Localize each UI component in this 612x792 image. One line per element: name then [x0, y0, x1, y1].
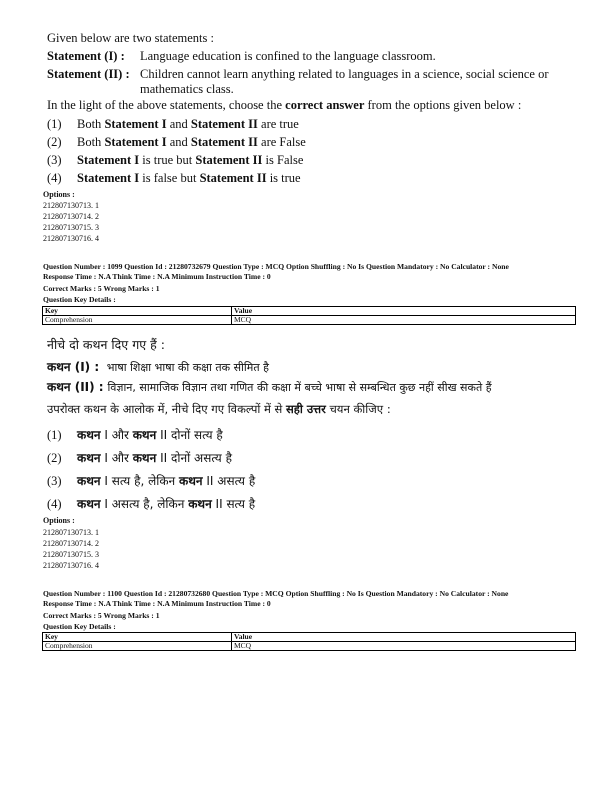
option-number: (3): [47, 474, 62, 488]
option-text: is false but: [139, 171, 200, 185]
q3-meta-line1: Question Number : 1100 Question Id : 21280732680 Question Type : MCQ Option Shuffling : No Is Question Mandatory : No Calculator : None: [43, 589, 509, 598]
option-number: (4): [47, 497, 62, 511]
q2-option-id: 212807130713. 1: [43, 528, 99, 537]
prompt-bold: correct answer: [285, 98, 365, 112]
q2-option-id: 212807130714. 2: [43, 539, 99, 548]
q1-statement-2: [47, 67, 549, 96]
q2-option-3: [47, 472, 255, 489]
statement-1-label: कथन (I) :: [47, 360, 100, 374]
q1-option-1: [47, 117, 299, 132]
statement-2-label: Statement (II) :: [47, 67, 130, 81]
option-text: I सत्य है, लेकिन: [100, 474, 180, 488]
prompt-post: चयन कीजिए :: [325, 402, 391, 416]
table-header-value: Value: [232, 633, 576, 642]
option-text: I और: [100, 451, 133, 465]
option-number: (4): [47, 171, 62, 185]
option-bold: कथन: [179, 474, 203, 488]
option-text: is true but: [139, 153, 196, 167]
option-bold: Statement II: [190, 135, 258, 149]
option-bold: Statement II: [195, 153, 263, 167]
option-text: II सत्य है: [211, 497, 256, 511]
option-text: II दोनों सत्य है: [156, 428, 223, 442]
option-text: are False: [257, 135, 306, 149]
q2-option-id: 212807130716. 4: [43, 561, 99, 570]
q2-key-table: [42, 306, 576, 325]
q2-option-2: [47, 449, 232, 466]
q2-statement-1: [47, 358, 269, 375]
q1-prompt: [47, 98, 587, 113]
option-number: (2): [47, 451, 62, 465]
option-text: II असत्य है: [202, 474, 256, 488]
table-header-value: Value: [232, 307, 576, 316]
option-bold: कथन: [188, 497, 212, 511]
option-bold: Statement II: [199, 171, 267, 185]
statement-1-text: भाषा शिक्षा भाषा की कक्षा तक सीमित है: [106, 361, 269, 374]
q3-key-details: Question Key Details :: [43, 622, 116, 631]
table-cell-key: Comprehension: [43, 642, 232, 651]
q2-prompt: [47, 402, 391, 417]
prompt-pre: उपरोक्त कथन के आलोक में, नीचे दिए गए विकल्पों में से: [47, 402, 286, 416]
option-text: II दोनों असत्य है: [156, 451, 232, 465]
option-text: Both: [77, 135, 105, 149]
q2-intro: नीचे दो कथन दिए गए हैं :: [47, 337, 165, 352]
option-bold: कथन: [77, 497, 101, 511]
q3-meta-line2: Response Time : N.A Think Time : N.A Minimum Instruction Time : 0: [43, 599, 271, 608]
option-bold: Statement I: [104, 117, 167, 131]
table-cell-value: MCQ: [232, 642, 576, 651]
prompt-pre: In the light of the above statements, choose the: [47, 98, 286, 112]
q2-marks: Correct Marks : 5 Wrong Marks : 1: [43, 284, 160, 293]
option-bold: कथन: [77, 474, 101, 488]
option-number: (1): [47, 428, 62, 442]
q1-option-id: 212807130715. 3: [43, 223, 99, 232]
statement-2-label: कथन (II) :: [47, 380, 104, 394]
table-cell-key: Comprehension: [43, 316, 232, 325]
q3-marks: Correct Marks : 5 Wrong Marks : 1: [43, 611, 160, 620]
option-bold: कथन: [132, 451, 157, 465]
table-header-row: [43, 633, 576, 642]
q1-intro: Given below are two statements :: [47, 31, 214, 45]
q1-option-id: 212807130716. 4: [43, 234, 99, 243]
table-row: [43, 316, 576, 325]
q3-key-table: [42, 632, 576, 651]
option-number: (1): [47, 117, 62, 131]
option-text: I और: [100, 428, 133, 442]
q1-option-id: 212807130714. 2: [43, 212, 99, 221]
prompt-post: from the options given below :: [364, 98, 522, 112]
option-bold: Statement II: [190, 117, 258, 131]
statement-1-label: Statement (I) :: [47, 49, 125, 63]
option-bold: Statement I: [77, 171, 140, 185]
option-text: are true: [257, 117, 299, 131]
table-header-key: Key: [43, 307, 232, 316]
prompt-bold: सही उत्तर: [285, 402, 326, 416]
q2-statement-2: [47, 378, 492, 395]
q1-option-2: [47, 135, 306, 150]
q1-option-id: 212807130713. 1: [43, 201, 99, 210]
statement-1-text: Language education is confined to the language classroom.: [140, 49, 436, 63]
q2-meta-line2: Response Time : N.A Think Time : N.A Minimum Instruction Time : 0: [43, 272, 271, 281]
q2-option-id: 212807130715. 3: [43, 550, 99, 559]
option-number: (2): [47, 135, 62, 149]
q2-option-4: [47, 495, 255, 512]
option-text: Both: [77, 117, 105, 131]
table-header-key: Key: [43, 633, 232, 642]
option-bold: कथन: [77, 428, 101, 442]
q1-options-label: Options :: [43, 190, 75, 199]
q2-option-1: [47, 426, 223, 443]
option-bold: कथन: [77, 451, 101, 465]
option-text: and: [166, 135, 191, 149]
option-bold: कथन: [132, 428, 157, 442]
table-header-row: [43, 307, 576, 316]
table-cell-value: MCQ: [232, 316, 576, 325]
option-bold: Statement I: [104, 135, 167, 149]
q2-meta-line1: Question Number : 1099 Question Id : 21280732679 Question Type : MCQ Option Shuffling : No Is Question Mandatory : No Calculator : None: [43, 262, 509, 271]
option-text: I असत्य है, लेकिन: [100, 497, 189, 511]
statement-2-text: Children cannot learn anything related to languages in a science, social science or mathematics class.: [140, 67, 549, 96]
q1-option-4: [47, 171, 301, 186]
option-number: (3): [47, 153, 62, 167]
q1-statement-1: [47, 49, 436, 64]
option-text: is False: [262, 153, 304, 167]
option-text: is true: [266, 171, 301, 185]
option-text: and: [166, 117, 191, 131]
q1-option-3: [47, 153, 304, 168]
option-bold: Statement I: [77, 153, 140, 167]
table-row: [43, 642, 576, 651]
statement-2-text: विज्ञान, सामाजिक विज्ञान तथा गणित की कक्षा में बच्चे भाषा से सम्बन्धित कुछ नहीं सीख सकते हैं: [107, 381, 492, 394]
q2-options-label: Options :: [43, 516, 75, 525]
q2-key-details: Question Key Details :: [43, 295, 116, 304]
